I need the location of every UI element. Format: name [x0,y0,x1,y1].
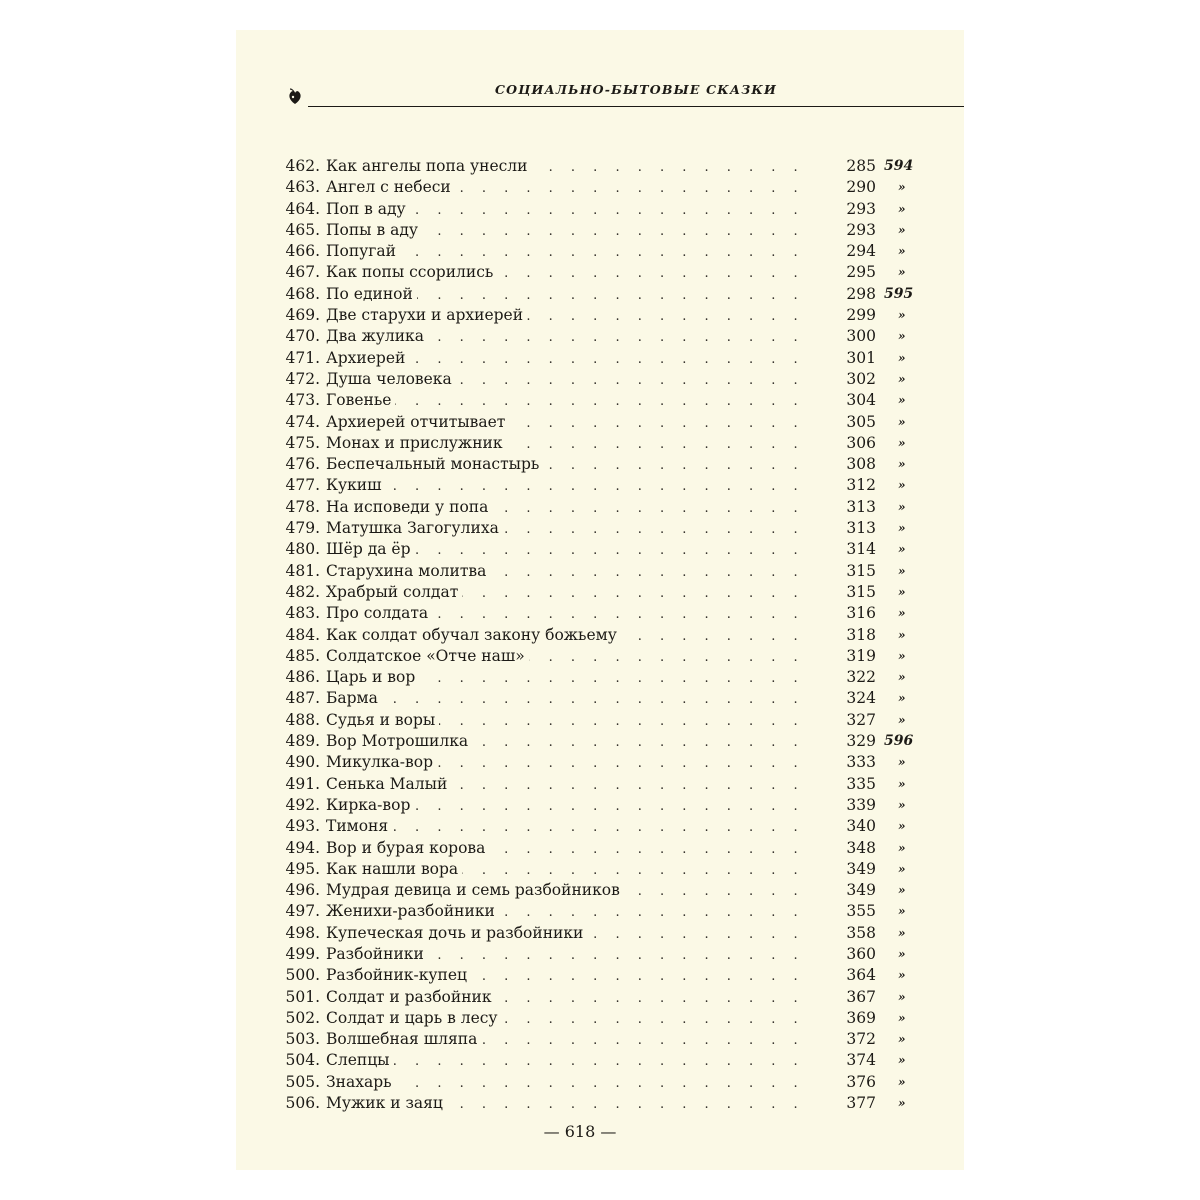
entry-number: 504. [285,1051,320,1070]
toc-entry [236,284,964,305]
entry-number: 466. [285,242,320,261]
entry-commentary-page: » [898,670,906,685]
entry-page: 299 [846,306,876,325]
entry-commentary-page: » [898,180,906,195]
entry-title: Мудрая девица и семь разбойников [326,880,624,901]
entry-title: Поп в аду [326,199,410,220]
entry-number: 495. [285,859,320,878]
entry-number: 484. [285,625,320,644]
entry-number: 501. [285,987,320,1006]
entry-number: 496. [285,881,320,900]
entry-title: Волшебная шляпа [326,1029,481,1050]
entry-title: Архиерей отчитывает [326,412,509,433]
header-rule [308,106,964,107]
entry-commentary-page: » [898,904,906,919]
entry-title: Беспечальный монастырь [326,454,543,475]
entry-commentary-page: » [898,946,906,961]
entry-commentary-page: » [898,414,906,429]
entry-page: 360 [846,944,876,963]
entry-commentary-page: » [898,606,906,621]
entry-number: 485. [285,646,320,665]
entry-page: 333 [846,753,876,772]
entry-commentary-page: » [898,819,906,834]
toc-entry [236,838,964,859]
entry-commentary-page: » [898,584,906,599]
entry-title: Солдат и царь в лесу [326,1008,502,1029]
entry-number: 499. [285,944,320,963]
toc-entry [236,944,964,965]
entry-commentary-page: » [898,883,906,898]
toc-entry [236,369,964,390]
entry-page: 377 [846,1094,876,1113]
toc-entry [236,241,964,262]
entry-number: 471. [285,348,320,367]
entry-commentary-page: » [898,989,906,1004]
toc-entry [236,688,964,709]
entry-title: Храбрый солдат [326,582,462,603]
table-of-contents [236,156,964,1114]
entry-number: 489. [285,732,320,751]
entry-page: 364 [846,966,876,985]
entry-page: 315 [846,582,876,601]
toc-entry [236,156,964,177]
entry-number: 469. [285,306,320,325]
toc-entry [236,348,964,369]
toc-entry [236,475,964,496]
entry-commentary-page: » [898,968,906,983]
dot-leader [326,689,816,710]
toc-entry [236,390,964,411]
entry-page: 313 [846,519,876,538]
entry-commentary-page: » [898,755,906,770]
entry-number: 472. [285,369,320,388]
toc-entry [236,497,964,518]
entry-commentary-page: » [898,329,906,344]
entry-title: По единой [326,284,417,305]
entry-number: 483. [285,604,320,623]
entry-commentary-page: » [898,371,906,386]
toc-entry [236,646,964,667]
entry-number: 488. [285,710,320,729]
entry-title: Как солдат обучал закону божьему [326,625,621,646]
entry-number: 479. [285,519,320,538]
entry-title: Микулка-вор [326,752,437,773]
entry-page: 305 [846,412,876,431]
entry-page: 316 [846,604,876,623]
entry-title: Говенье [326,390,395,411]
entry-page: 293 [846,220,876,239]
entry-title: Солдат и разбойник [326,987,496,1008]
entry-title: Купеческая дочь и разбойники [326,923,587,944]
toc-entry [236,774,964,795]
entry-title: Две старухи и архиерей [326,305,527,326]
entry-page: 301 [846,348,876,367]
dot-leader [326,476,816,497]
toc-entry [236,1072,964,1093]
entry-title: Матушка Загогулиха [326,518,503,539]
entry-page: 335 [846,774,876,793]
entry-number: 480. [285,540,320,559]
entry-number: 467. [285,263,320,282]
entry-commentary-page: 595 [884,285,914,302]
entry-number: 474. [285,412,320,431]
entry-page: 304 [846,391,876,410]
entry-title: Мужик и заяц [326,1093,447,1114]
entry-title: Монах и прислужник [326,433,507,454]
page-number: — 618 — [543,1122,617,1141]
entry-page: 293 [846,199,876,218]
entry-number: 492. [285,795,320,814]
entry-number: 464. [285,199,320,218]
entry-title: Два жулика [326,326,428,347]
entry-number: 502. [285,1008,320,1027]
entry-commentary-page: » [898,201,906,216]
entry-title: Вор Мотрошилка [326,731,472,752]
entry-page: 285 [846,157,876,175]
entry-title: Знахарь [326,1072,396,1093]
entry-number: 481. [285,561,320,580]
entry-title: Как нашли вора [326,859,462,880]
entry-commentary-page: » [898,1010,906,1025]
entry-page: 367 [846,987,876,1006]
entry-number: 490. [285,753,320,772]
entry-commentary-page: » [898,308,906,323]
entry-commentary-page: » [898,1096,906,1111]
entry-page: 318 [846,625,876,644]
toc-entry [236,667,964,688]
entry-number: 478. [285,497,320,516]
dot-leader [326,817,816,838]
entry-number: 482. [285,582,320,601]
entry-page: 313 [846,497,876,516]
entry-commentary-page: » [898,840,906,855]
entry-number: 497. [285,902,320,921]
toc-entry [236,454,964,475]
entry-title: Царь и вор [326,667,419,688]
entry-title: Женихи-разбойники [326,901,499,922]
entry-commentary-page: » [898,265,906,280]
entry-number: 493. [285,817,320,836]
entry-number: 462. [285,157,320,175]
entry-title: Барма [326,688,382,709]
entry-commentary-page: » [898,691,906,706]
toc-entry [236,923,964,944]
toc-entry [236,1050,964,1071]
entry-title: Кукиш [326,475,386,496]
entry-title: Ангел с небеси [326,177,455,198]
entry-title: Попугай [326,241,400,262]
dot-leader [326,1051,816,1072]
entry-title: Судья и воры [326,710,439,731]
entry-title: Вор и бурая корова [326,838,489,859]
entry-number: 476. [285,455,320,474]
entry-page: 374 [846,1051,876,1070]
toc-entry [236,880,964,901]
entry-number: 503. [285,1030,320,1049]
entry-number: 473. [285,391,320,410]
entry-page: 295 [846,263,876,282]
entry-title: Кирка-вор [326,795,414,816]
entry-page: 315 [846,561,876,580]
entry-number: 465. [285,220,320,239]
entry-page: 324 [846,689,876,708]
toc-entry [236,710,964,731]
entry-page: 327 [846,710,876,729]
entry-number: 475. [285,433,320,452]
entry-page: 340 [846,817,876,836]
entry-commentary-page: 596 [884,733,914,750]
entry-commentary-page: » [898,499,906,514]
entry-title: Солдатское «Отче наш» [326,646,529,667]
entry-commentary-page: » [898,542,906,557]
entry-number: 463. [285,178,320,197]
toc-entry [236,305,964,326]
toc-entry [236,1093,964,1114]
entry-number: 491. [285,774,320,793]
entry-page: 300 [846,327,876,346]
toc-entry [236,859,964,880]
toc-entry [236,433,964,454]
entry-page: 319 [846,646,876,665]
toc-entry [236,518,964,539]
entry-title: Как ангелы попа унесли [326,156,531,177]
entry-commentary-page: » [898,222,906,237]
entry-page: 329 [846,732,876,751]
entry-commentary-page: » [898,797,906,812]
entry-commentary-page: » [898,1053,906,1068]
entry-commentary-page: » [898,350,906,365]
entry-page: 322 [846,668,876,687]
entry-title: Душа человека [326,369,456,390]
toc-entry [236,539,964,560]
entry-number: 505. [285,1072,320,1091]
entry-title: Попы в аду [326,220,422,241]
entry-page: 376 [846,1072,876,1091]
toc-entry [236,1008,964,1029]
entry-commentary-page: 594 [884,158,914,174]
entry-title: Разбойники [326,944,428,965]
entry-number: 468. [285,284,320,303]
toc-entry [236,412,964,433]
entry-title: Шёр да ёр [326,539,415,560]
entry-number: 470. [285,327,320,346]
entry-title: Тимоня [326,816,392,837]
entry-number: 487. [285,689,320,708]
entry-page: 290 [846,178,876,197]
toc-entry [236,603,964,624]
toc-entry [236,795,964,816]
entry-commentary-page: » [898,521,906,536]
entry-commentary-page: » [898,712,906,727]
dot-leader [326,1073,816,1094]
entry-page: 348 [846,838,876,857]
toc-entry [236,901,964,922]
entry-page: 372 [846,1030,876,1049]
entry-commentary-page: » [898,925,906,940]
toc-entry [236,220,964,241]
entry-number: 494. [285,838,320,857]
toc-entry [236,262,964,283]
toc-entry [236,326,964,347]
entry-title: Слепцы [326,1050,394,1071]
toc-entry [236,965,964,986]
entry-title: Архиерей [326,348,409,369]
running-title: СОЦИАЛЬНО-БЫТОВЫЕ СКАЗКИ [494,82,778,97]
entry-title: Сенька Малый [326,774,451,795]
entry-number: 500. [285,966,320,985]
entry-number: 477. [285,476,320,495]
entry-page: 314 [846,540,876,559]
entry-page: 298 [846,284,876,303]
entry-number: 498. [285,923,320,942]
entry-commentary-page: » [898,776,906,791]
entry-commentary-page: » [898,393,906,408]
dot-leader [326,391,816,412]
entry-commentary-page: » [898,457,906,472]
toc-entry [236,987,964,1008]
entry-page: 302 [846,369,876,388]
entry-page: 358 [846,923,876,942]
entry-commentary-page: » [898,648,906,663]
entry-commentary-page: » [898,563,906,578]
entry-page: 306 [846,433,876,452]
page-header [286,82,926,112]
toc-entry [236,199,964,220]
entry-page: 308 [846,455,876,474]
toc-entry [236,582,964,603]
entry-page: 339 [846,795,876,814]
entry-title: Как попы ссорились [326,262,497,283]
toc-entry [236,752,964,773]
toc-entry [236,731,964,752]
entry-title: Разбойник-купец [326,965,471,986]
entry-commentary-page: » [898,861,906,876]
entry-page: 355 [846,902,876,921]
toc-entry [236,625,964,646]
entry-title: Про солдата [326,603,432,624]
entry-title: На исповеди у попа [326,497,492,518]
entry-commentary-page: » [898,244,906,259]
entry-title: Старухина молитва [326,561,490,582]
entry-commentary-page: » [898,1032,906,1047]
entry-page: 312 [846,476,876,495]
entry-number: 486. [285,668,320,687]
book-page [236,30,964,1170]
entry-number: 506. [285,1094,320,1113]
entry-commentary-page: » [898,627,906,642]
toc-entry [236,177,964,198]
toc-entry [236,816,964,837]
entry-commentary-page: » [898,1074,906,1089]
entry-page: 349 [846,881,876,900]
toc-entry [236,561,964,582]
entry-page: 294 [846,242,876,261]
toc-entry [236,1029,964,1050]
entry-page: 369 [846,1008,876,1027]
entry-commentary-page: » [898,435,906,450]
entry-commentary-page: » [898,478,906,493]
entry-page: 349 [846,859,876,878]
